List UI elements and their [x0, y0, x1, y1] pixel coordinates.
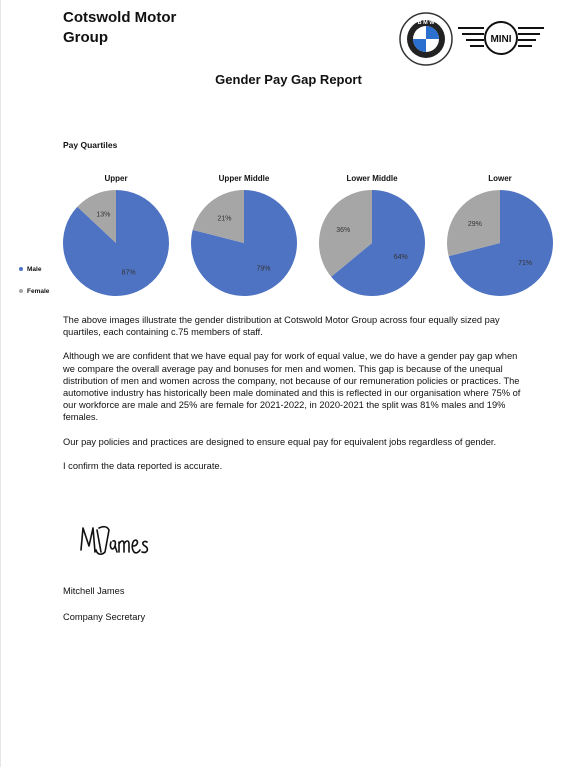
svg-text:MINI: MINI: [490, 34, 512, 45]
handwritten-signature: [77, 522, 167, 560]
legend-item-female: [19, 280, 49, 302]
pie-svg: [317, 188, 427, 298]
data-label-female: 29%: [467, 221, 482, 229]
pay-quartile-charts: [1, 170, 575, 300]
mini-logo: [456, 20, 546, 56]
data-label-male: 79%: [256, 265, 271, 273]
data-label-male: 71%: [518, 259, 533, 267]
section-heading: Pay Quartiles: [63, 140, 118, 150]
bmw-logo: [399, 12, 453, 66]
pie-chart-lower: [445, 174, 555, 298]
data-label-female: 13%: [96, 211, 111, 219]
paragraph: Our pay policies and practices are designed to ensure equal pay for equivalent jobs regardless of gender.: [63, 436, 497, 447]
legend-swatch-male: [19, 267, 23, 271]
pie-title: Upper Middle: [218, 174, 270, 183]
paragraph: Although we are confident that we have equal pay for work of equal value, we do have a gender pay gap when we compare the overall average pay and bonuses for men and women. This gap is because of the unequal distribution of men and women across the company, not because of our remuneration policies or practices. The automotive industry has historically been male dominated and this is reflected in our organisation where 75% of our workforce are male and 25% are female for 2021-2022, in 2020-2021 the split was 81% males and 19% females.: [63, 351, 521, 423]
signatory-role: Company Secretary: [63, 612, 146, 622]
pie-chart-lower-middle: [317, 174, 427, 298]
data-label-male: 64%: [393, 254, 408, 262]
pie-svg: [189, 188, 299, 298]
data-label-male: 87%: [121, 269, 136, 277]
signatory-name: Mitchell James: [63, 586, 125, 596]
pie-chart-upper-middle: [189, 174, 299, 298]
pie-chart-upper: [61, 174, 171, 298]
company-name: Cotswold Motor Group: [63, 9, 177, 46]
pie-svg: [445, 188, 555, 298]
report-title: Gender Pay Gap Report: [215, 72, 362, 87]
chart-legend: [19, 258, 49, 302]
data-label-female: 21%: [217, 215, 232, 223]
paragraph: I confirm the data reported is accurate.: [63, 460, 223, 471]
pie-title: Lower Middle: [346, 174, 398, 183]
legend-item-male: [19, 258, 49, 280]
data-label-female: 36%: [336, 226, 351, 234]
pie-svg: [61, 188, 171, 298]
svg-text:B M W: B M W: [417, 20, 435, 26]
pie-title: Lower: [488, 174, 512, 183]
legend-label: Male: [27, 265, 42, 273]
legend-label: Female: [27, 287, 50, 295]
pie-title: Upper: [104, 174, 128, 183]
paragraph: The above images illustrate the gender distribution at Cotswold Motor Group across four equally sized pay quartiles, each containing c.75 members of staff.: [63, 315, 500, 338]
report-body: [63, 314, 523, 484]
legend-swatch-female: [19, 289, 23, 293]
